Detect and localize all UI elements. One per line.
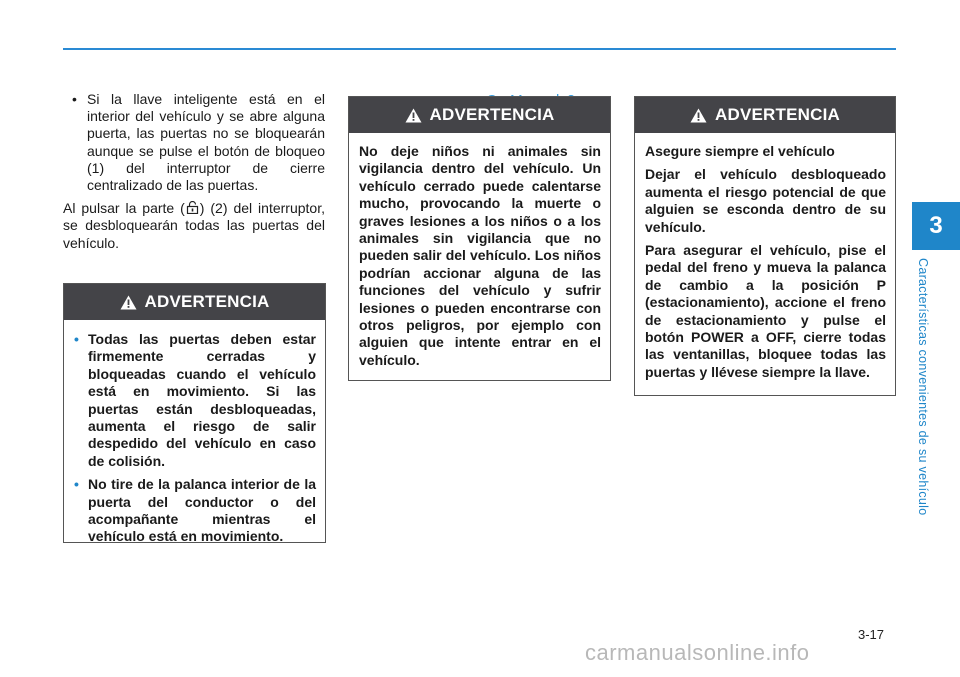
warning-heading: ADVERTENCIA	[429, 105, 555, 124]
chapter-side-title	[916, 258, 952, 548]
chapter-tab	[912, 202, 960, 250]
warning-triangle-icon	[405, 108, 422, 123]
unlock-icon	[186, 201, 199, 214]
warning-text: Dejar el vehículo desbloqueado aumenta el riesgo potencial de que alguien se esconda dentro de su vehículo.	[645, 166, 886, 235]
warning-triangle-icon	[120, 295, 137, 310]
warning-box-children	[348, 96, 611, 381]
bullet-paragraph: • Si la llave inteligente está en el interior del vehículo y se abre alguna puerta, las puertas no se bloquearán aunque se pulse el botón de bloqueo (1) del interruptor de cierre centralizado de las puertas.	[63, 91, 325, 194]
warning-item: • Todas las puertas deben estar firmemente cerradas y bloqueadas cuando el vehículo está en movimiento. Si las puertas están desbloqueadas, aumenta el riesgo de salir despedido del vehículo en caso de colisión.	[74, 331, 316, 470]
warning-triangle-icon	[690, 108, 707, 123]
warning-header	[64, 284, 325, 320]
warning-text: Para asegurar el vehículo, pise el pedal del freno y mueva la palanca de cambio a la posición P (estacionamiento), accione el freno de estacionamiento y pulse el botón POWER a OFF, cierre todas las ventanillas, bloquee todas las puertas y llévese siempre la llave.	[645, 242, 886, 380]
warning-heading: ADVERTENCIA	[144, 292, 270, 311]
warning-box-secure-vehicle	[634, 96, 896, 396]
warning-box-doors	[63, 283, 326, 543]
warning-header	[635, 97, 895, 133]
warning-item: • No tire de la palanca interior de la puerta del conductor o del acompañante mientras el vehículo está en movimiento.	[74, 476, 316, 546]
body-text-column	[63, 91, 325, 252]
warning-body	[349, 133, 610, 377]
warning-body	[64, 320, 325, 554]
warning-body	[635, 133, 895, 389]
warning-heading: ADVERTENCIA	[715, 105, 840, 124]
warning-header	[349, 97, 610, 133]
page-number: 3-17	[858, 627, 885, 642]
chapter-number: 3	[929, 212, 943, 239]
chapter-title: Características convenientes de su vehículo	[916, 258, 930, 516]
warning-text: No deje niños ni animales sin vigilancia dentro del vehículo. Un vehículo cerrado puede calentarse mucho, provocando la muerte o graves lesiones a los niños o a los animales sin vigilancia que no pueden salir del vehículo. Los niños podrían accionar alguna de las funciones del vehículo y sufrir lesiones o pueden encontrarse con otros peligros, por ejemplo con alguien que intente entrar en el vehículo.	[359, 143, 601, 368]
header-rule	[63, 48, 896, 50]
warning-subheading: Asegure siempre el vehículo	[645, 143, 835, 159]
watermark-bottom[interactable]: carmanualsonline.info	[585, 640, 810, 665]
unlock-paragraph: Al pulsar la parte ( ) (2) del interruptor, se desbloquearán todas las puertas del vehículo.	[63, 200, 325, 251]
